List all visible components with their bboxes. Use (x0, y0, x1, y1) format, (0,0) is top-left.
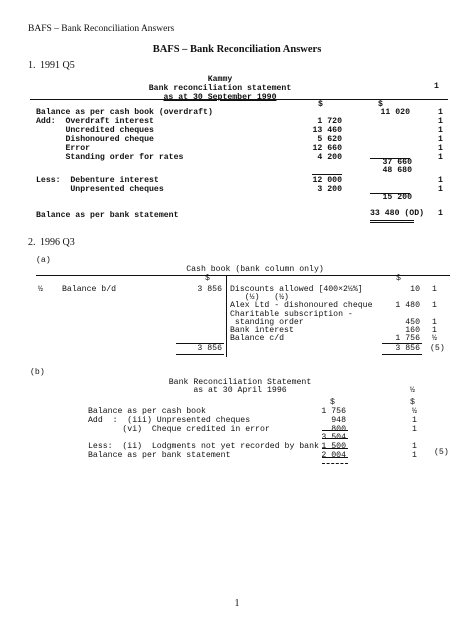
q1-col2-unit: $ (378, 100, 383, 109)
recon-row-value: 3 504 (321, 433, 346, 443)
running-header: BAFS – Bank Reconciliation Answers (28, 24, 175, 34)
q1-less-amount: 3 200 (317, 185, 342, 194)
q1-row-label: Standing order for rates (36, 153, 184, 162)
q1-subtotal2: 48 680 (382, 166, 412, 175)
cashbook-cr-label: Charitable subscription - (230, 309, 353, 319)
recon-row-value: 1 500 (321, 442, 346, 452)
recon-row-label: Add : (iii) Unpresented cheques (88, 415, 251, 425)
q1-statement-date: as at 30 September 1990 (163, 93, 277, 102)
q2-part-a: (a) (36, 256, 51, 265)
cashbook-top-rule (36, 275, 450, 276)
q1-row-mark: 1 (438, 144, 443, 153)
recon-row-label: Balance as per bank statement (88, 451, 231, 460)
recon-row-mark: 1 (412, 442, 417, 452)
q1-less-label: Less: Debenture interest (36, 176, 159, 185)
cashbook-cr-unit: $ (396, 274, 401, 283)
recon-rule-1 (322, 430, 348, 431)
recon-row-label: Less: (ii) Lodgments not yet recorded by bank (88, 442, 319, 452)
recon-rule-4 (322, 457, 348, 458)
recon-date: as at 30 April 1996 (193, 386, 287, 395)
recon-total-mark: (5) (434, 448, 449, 457)
recon-row-value: 2 004 (321, 451, 346, 460)
cashbook-cr-value: 450 (405, 317, 420, 327)
q1-reference: 1991 Q5 (40, 60, 75, 71)
recon-row-mark: 1 (412, 424, 417, 434)
cashbook-cr-value: 1 756 (395, 334, 420, 344)
q1-row-mark: 1 (438, 153, 443, 162)
cashbook-cr-total-rule-bottom (382, 354, 422, 355)
q1-row-label: Error (36, 144, 91, 153)
q1-final-rule-2 (370, 222, 414, 223)
q1-title-mark: 1 (434, 82, 439, 91)
recon-row-label: (vi) Cheque credited in error (88, 424, 270, 434)
q1-number: 1. (28, 60, 36, 71)
recon-top-mark: ½ (410, 386, 415, 395)
q1-final-label: Balance as per bank statement (36, 211, 179, 220)
q1-row-amount: 4 200 (317, 153, 342, 162)
cashbook-cr-value: 160 (405, 326, 420, 335)
cashbook-dr-mark: ½ (38, 285, 43, 294)
recon-row-mark: ½ (412, 407, 417, 416)
cashbook-total-mark: (5) (430, 344, 445, 353)
q2-number: 2. (28, 237, 36, 248)
q1-row-total: 11 020 (380, 108, 410, 117)
cashbook-cr-label: (½) (½) (230, 293, 289, 303)
q1-row-mark: 1 (438, 117, 443, 126)
q1-row-label: Uncredited cheques (36, 126, 154, 135)
page-title: BAFS – Bank Reconciliation Answers (152, 44, 322, 55)
q1-col1-unit: $ (318, 100, 323, 109)
recon-rule-2 (322, 438, 348, 439)
q1-statement-title: Bank reconciliation statement (148, 84, 292, 93)
cashbook-cr-label: Discounts allowed [400×2½%] (230, 285, 363, 294)
recon-row-value: 800 (331, 424, 346, 434)
q1-final-value: 33 480 (OD) (370, 209, 425, 218)
recon-unit-2: $ (410, 398, 415, 407)
cashbook-dr-value: 3 856 (197, 285, 222, 294)
recon-row-label: Balance as per cash book (88, 407, 206, 416)
q1-row-mark: 1 (438, 135, 443, 144)
q1-header-rule (30, 99, 448, 100)
cashbook-divider (226, 275, 227, 357)
recon-title: Bank Reconciliation Statement (168, 378, 312, 387)
q1-less-amount: 12 000 (312, 176, 342, 185)
cashbook-cr-mark: 1 (432, 285, 437, 294)
recon-rule-5 (322, 463, 348, 464)
recon-row-mark: 1 (412, 415, 417, 425)
cashbook-cr-mark: ½ (432, 334, 437, 344)
cashbook-cr-label: Bank interest (230, 326, 294, 335)
q1-row-amount: 1 720 (317, 117, 342, 126)
cashbook-cr-value: 1 480 (395, 301, 420, 311)
q1-less-total: 15 200 (382, 193, 412, 202)
cashbook-cr-mark: 1 (432, 326, 437, 335)
cashbook-cr-label: Alex Ltd - dishonoured cheque (230, 301, 373, 311)
q2-part-b: (b) (30, 368, 45, 377)
cashbook-dr-total-rule-bottom (176, 354, 224, 355)
cashbook-cr-total: 3 856 (395, 344, 420, 353)
cashbook-cr-label: standing order (230, 317, 304, 327)
q1-final-rule-1 (370, 220, 414, 221)
q1-row-label: Balance as per cash book (overdraft) (36, 108, 213, 117)
q1-row-amount: 5 620 (317, 135, 342, 144)
q1-row-label: Add: Overdraft interest (36, 117, 154, 126)
q1-company: Kammy (207, 75, 233, 84)
q1-row-amount: 13 460 (312, 126, 342, 135)
cashbook-cr-label: Balance c/d (230, 334, 285, 344)
q1-less-rule (312, 174, 342, 175)
q1-less-mark: 1 (438, 185, 443, 194)
q1-less-mark: 1 (438, 176, 443, 185)
q1-less-label: Unpresented cheques (36, 185, 164, 194)
recon-rule-3 (322, 448, 348, 449)
cashbook-cr-value: 10 (410, 285, 420, 294)
q1-subtotal1: 37 660 (382, 158, 412, 167)
recon-row-value: 948 (331, 415, 346, 425)
recon-unit: $ (330, 398, 335, 407)
cashbook-cr-mark: 1 (432, 301, 437, 311)
cashbook-cr-mark: 1 (432, 317, 437, 327)
cashbook-dr-label: Balance b/d (62, 285, 117, 294)
q1-final-mark: 1 (438, 209, 443, 218)
cashbook-dr-unit: $ (205, 274, 210, 283)
q1-row-amount: 12 660 (312, 144, 342, 153)
q2-reference: 1996 Q3 (40, 237, 75, 248)
recon-row-value: 1 756 (321, 407, 346, 416)
page-number: 1 (234, 598, 240, 609)
q1-row-mark: 1 (438, 126, 443, 135)
q2-cashbook-title: Cash book (bank column only) (186, 265, 324, 274)
recon-row-mark: 1 (412, 451, 417, 460)
q1-row-label: Dishonoured cheque (36, 135, 154, 144)
q1-row-mark: 1 (438, 108, 443, 117)
cashbook-dr-total: 3 856 (197, 344, 222, 353)
